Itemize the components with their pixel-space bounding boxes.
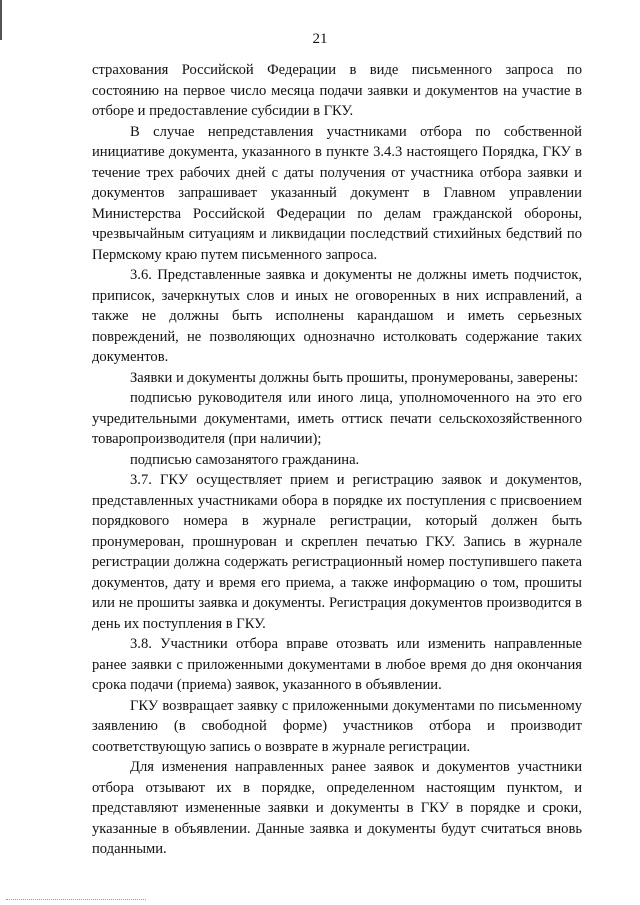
paragraph: Для изменения направленных ранее заявок и документов участники отбора отзывают их в порядке, определенном настоящим пунктом, и представляют измененные заявки и документы в ГКУ в порядке и сроки, указанные в объявлении. Данные заявка и документы будут считаться вновь поданными. xyxy=(92,759,582,857)
paragraph-clause-3-8: 3.8. Участники отбора вправе отозвать или изменить направленные ранее заявки с приложенными документами в любое время до дня окончания срока подачи (приема) заявок, указанного в объявлении. xyxy=(92,636,582,693)
scan-bottom-marks xyxy=(6,899,146,903)
paragraph: В случае непредставления участниками отбора по собственной инициативе документа, указанного в пункте 3.4.3 настоящего Порядка, ГКУ в течение трех рабочих дней с даты получения от участника отбора заявки и документов запрашивает указанный документ в Главном управлении Министерства Российской Федерации по делам гражданской обороны, чрезвычайным ситуациям и ликвидации последствий стихийных бедствий по Пермскому краю путем письменного запроса. xyxy=(92,123,582,263)
paragraph-clause-3-7: 3.7. ГКУ осуществляет прием и регистрацию заявок и документов, представленных участниками обора в порядке их поступления с присвоением порядкового номера в журнале регистрации, который должен быть пронумерован, прошнурован и скреплен печатью ГКУ. Запись в журнале регистрации должна содержать регистрационный номер поступившего пакета документов, дату и время его приема, а также информацию о том, прошиты или не прошиты заявка и документы. Регистрация документов производится в день их поступления в ГКУ. xyxy=(92,472,582,632)
paragraph: подписью самозанятого гражданина. xyxy=(130,451,360,468)
paragraph: Заявки и документы должны быть прошиты, пронумерованы, заверены: xyxy=(130,369,579,386)
document-body xyxy=(92,60,582,860)
paragraph: подписью руководителя или иного лица, уполномоченного на это его учредительными документами, иметь оттиск печати сельскохозяйственного товаропроизводителя (при наличии); xyxy=(92,390,582,447)
page-number: 21 xyxy=(312,31,328,47)
paragraph: ГКУ возвращает заявку с приложенными документами по письменному заявлению (в свободной форме) участников отбора и производит соответствующую запись о возврате в журнале регистрации. xyxy=(92,697,582,755)
paragraph-clause-3-6: 3.6. Представленные заявка и документы не должны иметь подчисток, приписок, зачеркнутых слов и иных не оговоренных в них исправлений, а также не должны быть исполнены карандашом и иметь серьезных повреждений, не позволяющих однозначно истолковать содержание таких документов. xyxy=(92,267,582,365)
paragraph-continuation: страхования Российской Федерации в виде письменного запроса по состоянию на первое число месяца подачи заявки и документов на участие в отборе и предоставление субсидии в ГКУ. xyxy=(92,62,582,119)
